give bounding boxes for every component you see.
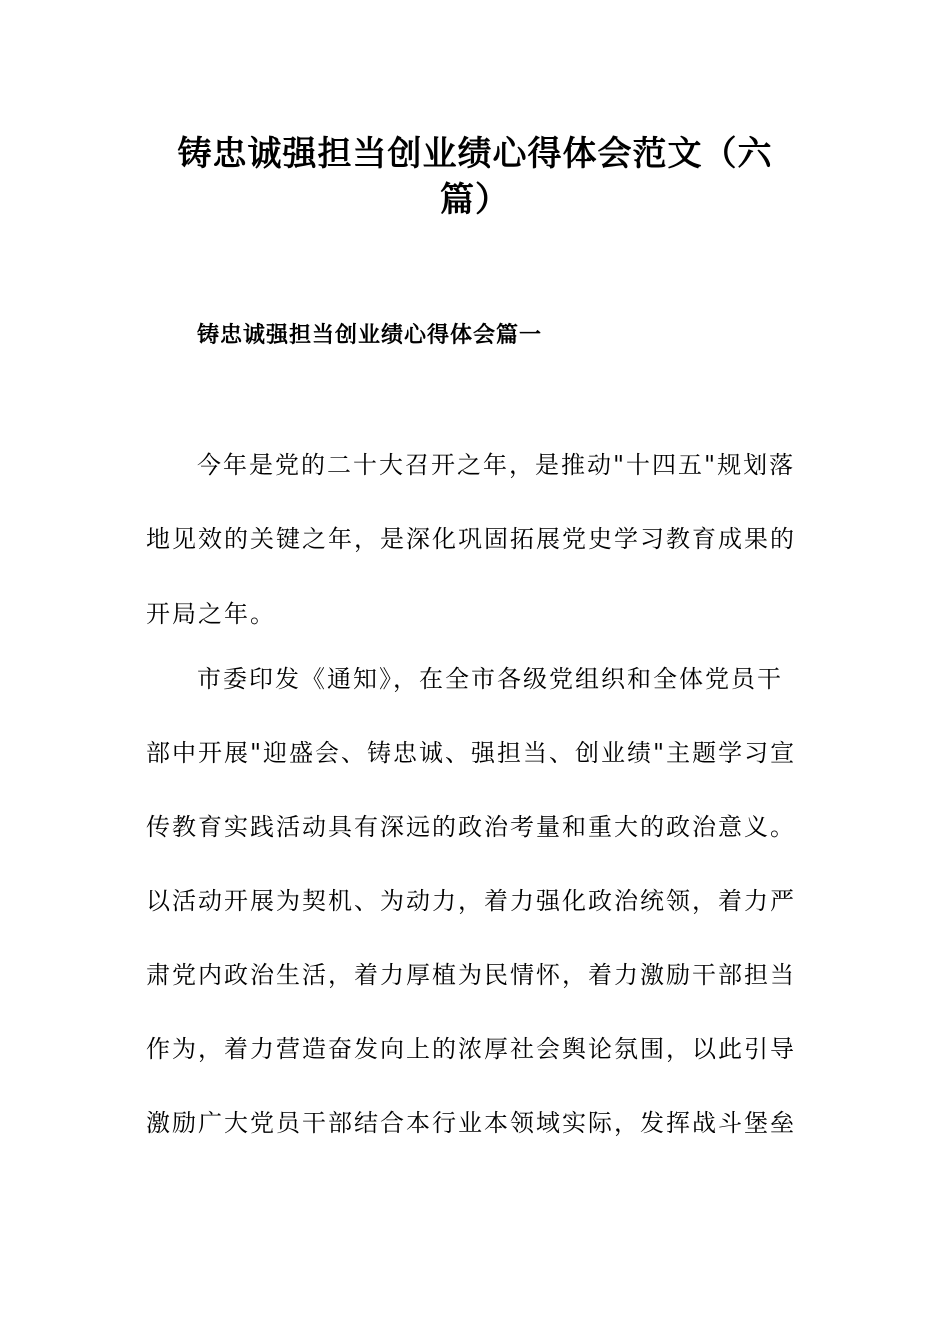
section-heading: 铸忠诚强担当创业绩心得体会篇一 <box>197 323 543 348</box>
paragraph-line-5: 部中开展"迎盛会、铸忠诚、强担当、创业绩"主题学习宣 <box>146 739 797 767</box>
document-title-line-2: 篇） <box>440 180 510 220</box>
paragraph-line-3: 开局之年。 <box>146 600 276 628</box>
paragraph-line-7: 以活动开展为契机、为动力，着力强化政治统领，着力严 <box>146 887 796 915</box>
paragraph-line-8: 肃党内政治生活，着力厚植为民情怀，着力激励干部担当 <box>146 961 796 989</box>
document-title-line-1: 铸忠诚强担当创业绩心得体会范文（六 <box>177 134 773 174</box>
paragraph-line-1: 今年是党的二十大召开之年，是推动"十四五"规划落 <box>197 451 796 479</box>
paragraph-line-2: 地见效的关键之年，是深化巩固拓展党史学习教育成果的 <box>146 525 796 553</box>
paragraph-line-6: 传教育实践活动具有深远的政治考量和重大的政治意义。 <box>146 813 796 841</box>
paragraph-line-4: 市委印发《通知》，在全市各级党组织和全体党员干 <box>197 665 783 693</box>
paragraph-line-10: 激励广大党员干部结合本行业本领域实际，发挥战斗堡垒 <box>146 1109 796 1137</box>
paragraph-line-9: 作为，着力营造奋发向上的浓厚社会舆论氛围，以此引导 <box>146 1035 796 1063</box>
